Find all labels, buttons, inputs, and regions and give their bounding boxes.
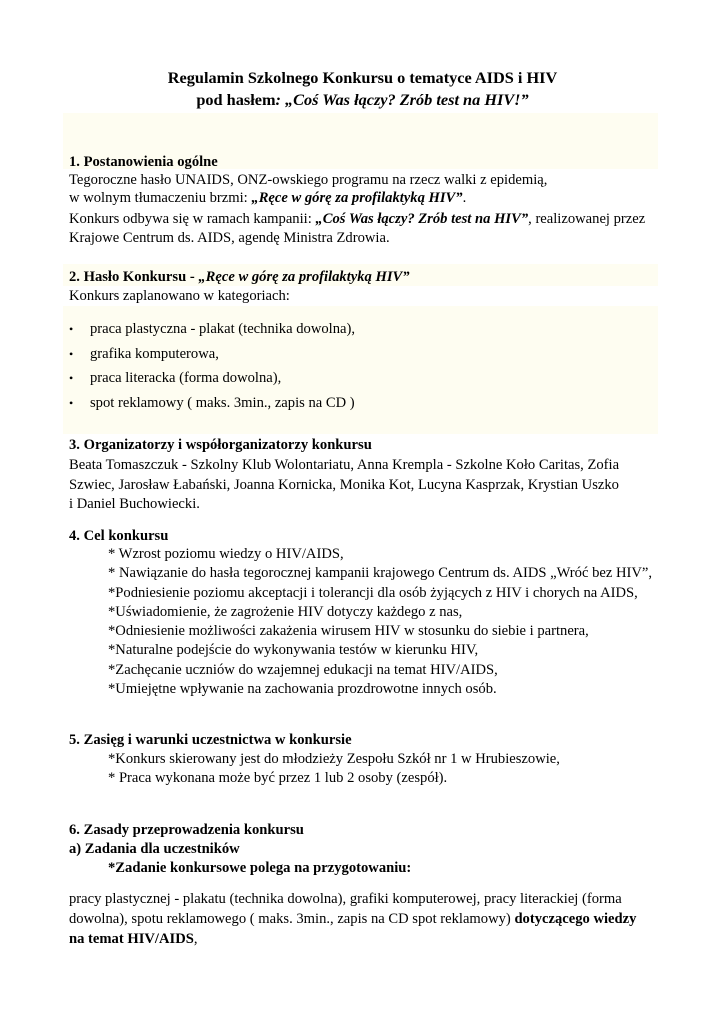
heading-number: 5 (69, 732, 77, 748)
section-6-heading: 6. Zasady przeprowadzenia konkursu (69, 822, 304, 838)
heading-run: 2. Hasło Konkursu - (69, 269, 199, 285)
condition-item: * Praca wykonana może być przez 1 lub 2 osoby (zespół). (108, 770, 448, 786)
section-6-subheading: a) Zadania dla uczestników (69, 841, 240, 857)
text-run: w wolnym tłumaczeniu brzmi: (69, 190, 252, 206)
section-3-heading: 3. Organizatorzy i współorganizatorzy konkursu (69, 437, 372, 453)
slogan-text: „Ręce w górę za profilaktyką HIV” (198, 269, 410, 285)
list-item: praca literacka (forma dowolna), (90, 370, 282, 386)
slogan-text: „Ręce w górę za profilaktyką HIV” (251, 190, 463, 206)
list-item: praca plastyczna - plakat (technika dowolna), (90, 321, 355, 337)
heading-run: . Zasięg i warunki uczestnictwa w konkursie (76, 732, 352, 748)
list-item: spot reklamowy ( maks. 3min., zapis na CD ) (90, 395, 355, 411)
bullet-icon: • (69, 322, 74, 336)
section-2-intro: Konkurs zaplanowano w kategoriach: (69, 288, 290, 304)
bold-text: na temat HIV/AIDS (69, 931, 194, 947)
section-1-text: Tegoroczne hasło UNAIDS, ONZ-owskiego programu na rzecz walki z epidemią, (69, 172, 548, 188)
goal-item: * Nawiązanie do hasła tegorocznej kampanii krajowego Centrum ds. AIDS „Wróć bez HIV”, (108, 565, 653, 581)
document-title-line1: Regulamin Szkolnego Konkursu o tematyce AIDS i HIV (167, 68, 558, 87)
task-heading: *Zadanie konkursowe polega na przygotowaniu: (108, 860, 412, 876)
goal-item: *Zachęcanie uczniów do wzajemnej edukacji na temat HIV/AIDS, (108, 662, 498, 678)
section-6-text (69, 910, 636, 928)
text-run: dowolna), spotu reklamowego ( maks. 3min., zapis na CD spot reklamowy) (69, 911, 515, 927)
goal-item: *Uświadomienie, że zagrożenie HIV dotyczy każdego z nas, (108, 604, 463, 620)
section-6-text: pracy plastycznej - plakatu (technika dowolna), grafiki komputerowej, pracy literackiej (forma (69, 891, 622, 907)
bullet-icon: • (69, 396, 74, 410)
goal-item: *Umiejętne wpływanie na zachowania prozdrowotne innych osób. (108, 681, 497, 697)
text-run: Konkurs odbywa się w ramach kampanii: (69, 211, 316, 227)
list-item: grafika komputerowa, (90, 346, 219, 362)
condition-item: *Konkurs skierowany jest do młodzieży Zespołu Szkół nr 1 w Hrubieszowie, (108, 751, 560, 767)
section-1-text (69, 210, 645, 228)
section-2-heading (69, 268, 410, 286)
section-1-text: Krajowe Centrum ds. AIDS, agendę Ministra Zdrowia. (69, 230, 390, 246)
text-run: , (193, 931, 198, 947)
section-3-text: i Daniel Buchowiecki. (69, 496, 200, 512)
campaign-text: „Coś Was łączy? Zrób test na HIV” (315, 211, 529, 227)
section-3-text: Beata Tomaszczuk - Szkolny Klub Wolontariatu, Anna Krempla - Szkolne Koło Caritas, Zofia (69, 457, 620, 473)
section-1-heading: 1. Postanowienia ogólne (69, 154, 218, 170)
goal-item: *Naturalne podejście do wykonywania testów w kierunku HIV, (108, 642, 479, 658)
bullet-icon: • (69, 371, 74, 385)
text-run: , realizowanej przez (528, 211, 646, 227)
goal-item: *Podniesienie poziomu akceptacji i tolerancji dla osób żyjących z HIV i chorych na AIDS, (108, 585, 638, 601)
section-5-heading (69, 731, 352, 749)
title-slogan: : „Coś Was łączy? Zrób test na HIV!” (275, 90, 529, 109)
text-run: . (462, 190, 467, 206)
section-4-heading: 4. Cel konkursu (69, 528, 169, 544)
goal-item: * Wzrost poziomu wiedzy o HIV/AIDS, (108, 546, 344, 562)
section-3-text: Szwiec, Jarosław Łabański, Joanna Kornicka, Monika Kot, Lucyna Kasprzak, Krystian Uszko (69, 477, 619, 493)
title-prefix: pod hasłem (196, 90, 276, 109)
section-1-text (69, 189, 466, 207)
bullet-icon: • (69, 347, 74, 361)
document-title-line2 (0, 90, 725, 110)
goal-item: *Odniesienie możliwości zakażenia wirusem HIV w stosunku do siebie i partnera, (108, 623, 589, 639)
bold-text: dotyczącego wiedzy (514, 911, 637, 927)
section-6-text (69, 930, 198, 948)
